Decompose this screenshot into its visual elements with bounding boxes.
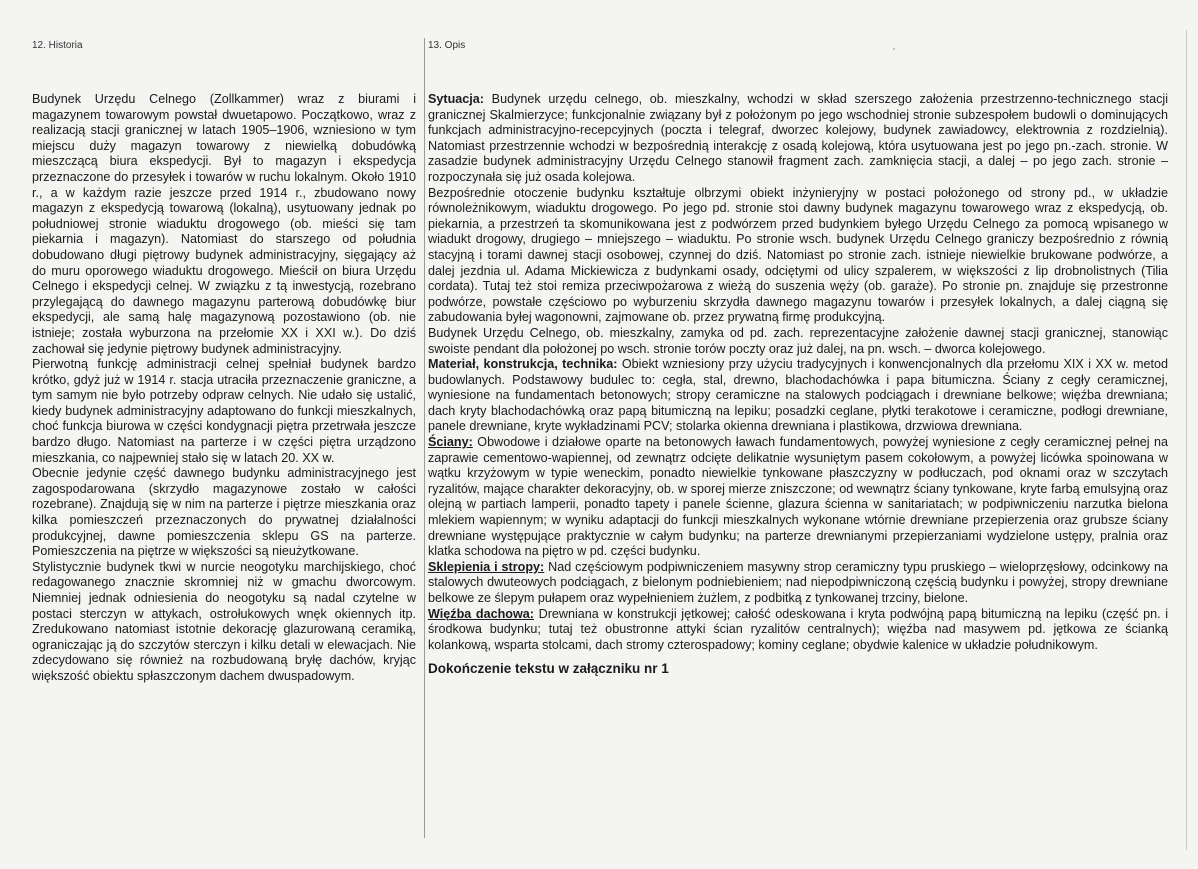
column-divider xyxy=(424,38,425,838)
history-paragraph: Stylistycznie budynek tkwi w nurcie neogotyku marchijskiego, choć redagowanego znacznie skromniej niż w gmachu dworcowym. Niemniej jednak odniesienia do neogotyku są nadal czytelne w postaci sterczyn w attykach, ostrołukowych wnęk okiennych itp. Zredukowano natomiast istotnie dekorację glazurowaną ceramiką, ograniczając ją do szczytów sterczyn i kilku detali w elewacjach. Nie zdecydowano się również na rozbudowaną bryłę dachów, kryjąc większość obiektu spłaszczonym dachem dwuspadowym. xyxy=(32,559,416,683)
paragraph-text: Obwodowe i działowe oparte na betonowych ławach fundamentowych, powyżej wyniesione z cegły ceramicznej pełnej na zaprawie cementowo-wapiennej, od zewnątrz odcięte delikatnie wysuniętym pasem cokołowym, a powyżej licówka spoinowana w wątku krzyżowym w typie weneckim, ponadto niewielkie tynkowane płaszczyzny w podłuczach, pod oknami oraz w szczytach ryzalitów, mające charakter dekoracyjny, ob. w sporej mierze zniszczone; od wewnątrz ściany tynkowane, kryte farbą emulsyjną oraz olejną w partiach lamperii, ponadto tapety i panele ścienne, glazura ścienna w sanitariatach; w podpiwniczeniu narzutka bielona mlekiem wapiennym; w wyniku adaptacji do funkcji mieszkalnych wykonane wtórnie drewniane przepierzenia oraz grubsze ściany drewniane występujące praktycznie w całym budynku; na parterze drewnianymi przepierzaniami wydzielone ustępy, pralnia oraz klatka schodowa na piętro w pd. części budynku. xyxy=(428,435,1168,559)
paragraph-label: Sklepienia i stropy: xyxy=(428,559,545,574)
section-header-description: 13. Opis xyxy=(428,40,466,51)
description-paragraph-vaults xyxy=(428,560,1168,607)
paragraph-text: Drewniana w konstrukcji jętkowej; całość odeskowana i kryta podwójną papą bitumiczną na lepiku (część pn. i środkowa budynku; tutaj też obustronne attyki ścian ryzalitów centralnych); więźba nad masywem pd. jętkowa ze ścianką kolankową, wsparta stolcami, dach stromy czterospadowy; kominy ceglane; obydwie kalenice w układzie południkowym. xyxy=(428,606,1168,652)
section-header-history: 12. Historia xyxy=(32,40,83,51)
description-paragraph-walls xyxy=(428,435,1168,560)
continuation-note: Dokończenie tekstu w załączniku nr 1 xyxy=(428,661,669,677)
paragraph-label: Sytuacja: xyxy=(428,92,484,106)
paragraph-text: Bezpośrednie otoczenie budynku kształtuje olbrzymi obiekt inżynieryjny w postaci położonego od strony pd., w układzie równoleżnikowym, wiaduktu drogowego. Po jego pd. stronie stoi dawny budynek magazynu towarowego wraz z ekspedycją, ob. piekarnia, a przestrzeń ta skomunikowana jest z podwórzem przed budynkiem byłego Urzędu Celnego za pomocą wpisanego w wiadukt drogowy, drugiego – mniejszego – wiaduktu. Po stronie wsch. budynek Urzędu Celnego graniczy bezpośrednio z równią stacyjną i torami dawnej stacji osobowej, czynnej do dziś. Natomiast po stronie zach. istnieje niewielkie brukowane podwórze, a dalej jezdnia ul. Adama Mickiewicza z budynkami osady, odciętymi od ulicy szpalerem, w większości z lip drobnolistnych (Tilia cordata). Tutaj też stoi remiza przeciwpożarowa z wieżą do suszenia węży (ob. garaże). Po stronie pn. znajduje się przestronne podwórze, powstałe częściowo po wyburzeniu skrzydła dawnego magazynu towarów i przesyłek lokalnych, a dalej ciągną się zabudowania byłej wagonowni, zajmowane ob. przez prywatną firmę produkcyjną. xyxy=(428,185,1168,325)
paragraph-text: Budynek Urzędu Celnego, ob. mieszkalny, zamyka od pd. zach. reprezentacyjne założenie dawnej stacji granicznej, stanowiąc swoiste pendant dla położonej po wsch. stronie torów poczty oraz już dalej, na pn. wsch. – dworca kolejowego. xyxy=(428,325,1168,356)
history-paragraph: Budynek Urzędu Celnego (Zollkammer) wraz z biurami i magazynem towarowym powstał dwuetapowo. Początkowo, wraz z realizacją stacji granicznej w latach 1905–1906, wzniesiono w tym miejscu duży magazyn towarowy z niewielką dobudówką mieszczącą biura ekspedycji. Był to magazyn i ekspedycja przeznaczone do przesyłek i towarów w ruchu lokalnym. Około 1910 r., a w każdym razie jeszcze przed 1914 r., zbudowano nowy magazyn z ekspedycją towarową (lokalną), usytuowany jednak po południowej stronie wiaduktu drogowego (ob. mieści się tam piekarnia i magazyn). Natomiast do starszego od południa dobudowano długi piętrowy budynek administracyjny, sięgający aż do muru oporowego wiaduktu drogowego. Mieścił on biura Urzędu Celnego i ekspedycji celnej. W związku z tą inwestycją, rozebrano przylegającą do dawnego magazynu parterową dobudówkę biur ekspedycji, ale samą halę magazynową pozostawiono (ob. nie istnieje; została wyburzona na przełomie XX i XXI w.). Do dziś zachował się jedynie piętrowy budynek administracyjny. xyxy=(32,92,416,356)
description-column xyxy=(428,92,1168,677)
description-paragraph-surroundings xyxy=(428,186,1168,326)
paragraph-text: Nad częściowym podpiwniczeniem masywny strop ceramiczny typu pruskiego – wieloprzęsłowy, odcinkowy na stalowych dwuteowych podciągach, z bielonym podniebieniem; nad niepodpiwniczoną częścią budynku i powyżej, stropy drewniane belkowe ze ślepym pułapem oraz wypełnieniem żużlem, z podbitką z tynkowanej trzciny, bielone. xyxy=(428,559,1168,605)
description-paragraph-role xyxy=(428,326,1168,357)
paragraph-text: Obiekt wzniesiony przy użyciu tradycyjnych i konwencjonalnych dla przełomu XIX i XX w. metod budowlanych. Podstawowy budulec to: cegła, stal, drewno, blachodachówka i papa bitumiczna. Ściany z cegły ceramicznej, wyniesione na fundamentach betonowych; stropy ceramiczne na stalowych podciągach i drewniane belkowe; więźba drewniana; dach kryty blachodachówką oraz papą bitumiczną na lepiku; posadzki ceglane, płytki terakotowe i ceramiczne, podłogi drewniane, panele drewniane, kryte wykładzinami PCV; stolarka okienna drewniana i plastikowa, drzwiowa drewniana. xyxy=(428,357,1168,434)
paragraph-label: Ściany: xyxy=(428,435,473,450)
paragraph-text: Budynek urzędu celnego, ob. mieszkalny, wchodzi w skład szerszego założenia przestrzenno-technicznego stacji granicznej Skalmierzyce; funkcjonalnie związany był z położonym po jego wschodniej stronie subzespołem budowli o dominujących funkcjach administracyjno-recepcyjnych (poczta i telegraf, dworzec kolejowy, budynek zawiadowcy, elektrownia z rozdzielnią). Natomiast przestrzennie wchodzi w bezpośrednią interakcję z osadą kolejową, która usytuowana jest po jego pn.-zach. stronie. W zasadzie budynek administracyjny Urzędu Celnego stanowił fragment zach. zamknięcia stacji, a dalej – po jego zach. stronie – rozpoczynała się już osada kolejowa. xyxy=(428,92,1168,184)
paragraph-label: Materiał, konstrukcja, technika: xyxy=(428,357,618,372)
history-paragraph: Pierwotną funkcję administracji celnej spełniał budynek bardzo krótko, gdyż już w 1914 r. stacja utraciła przeznaczenie graniczne, a tym samym nie było potrzeby odpraw celnych. Nie udało się ustalić, kiedy budynek administracyjny adaptowano do funkcji mieszkalnych, choć funkcja biurowa w części kondygnacji piętra przetrwała jeszcze bardzo długo. Natomiast na parterze i w części piętra urządzono mieszkania, co najpewniej stało się w latach 20. XX w. xyxy=(32,357,416,465)
scan-speck xyxy=(893,48,895,50)
page-edge-line xyxy=(1186,30,1187,850)
history-paragraph: Obecnie jedynie część dawnego budynku administracyjnego jest zagospodarowana (skrzydło magazynowe zostało w całości rozebrane). Znajdują się w nim na parterze i piętrze mieszkania oraz kilka pomieszczeń przeznaczonych do prywatnej działalności produkcyjnej, dawne pomieszczenia sklepu GS na parterze. Pomieszczenia na piętrze w większości są nieużytkowane. xyxy=(32,466,416,559)
history-column xyxy=(32,92,416,685)
description-paragraph-material xyxy=(428,357,1168,435)
description-paragraph-situation xyxy=(428,92,1168,186)
description-paragraph-roof xyxy=(428,607,1168,654)
paragraph-label: Więźba dachowa: xyxy=(428,606,534,621)
